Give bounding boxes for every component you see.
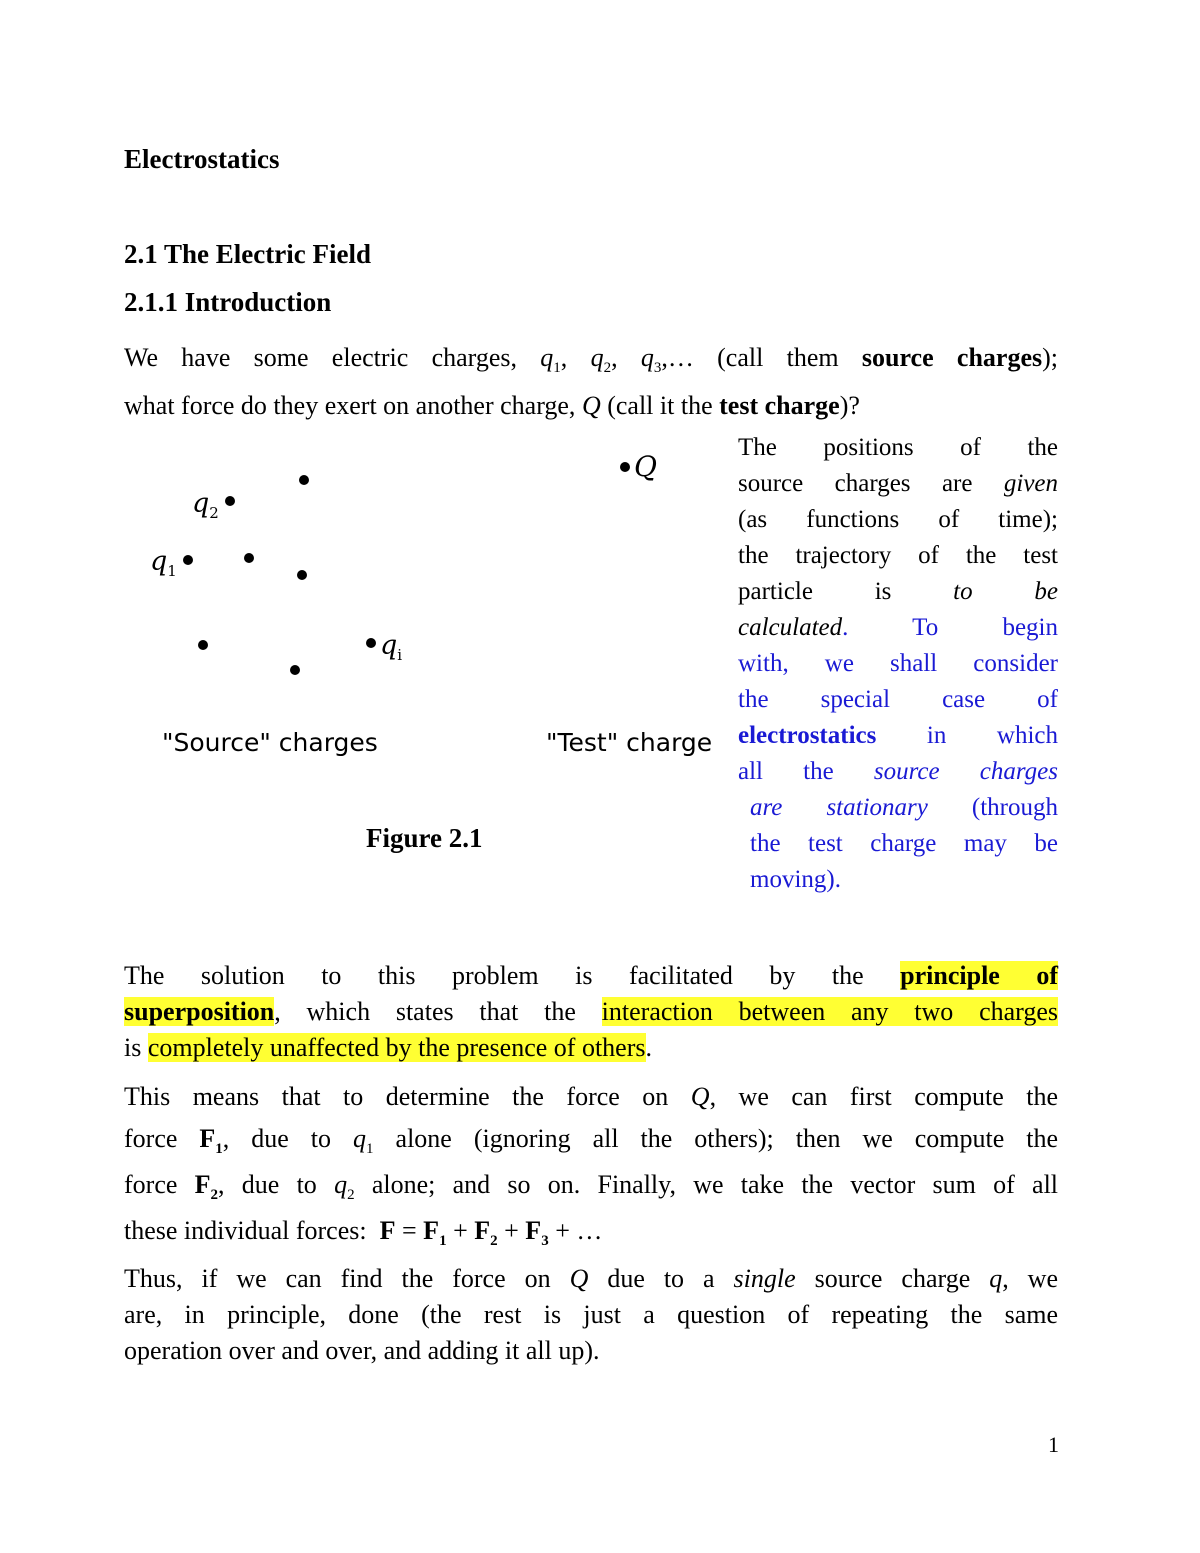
source-charges-term: source charges [861, 343, 1043, 372]
test-charge-term: test charge [719, 391, 840, 420]
side-line: source charges are given [738, 470, 1059, 497]
page-title: Electrostatics [124, 144, 280, 174]
charge-dot [244, 553, 254, 563]
test-charge-symbol: Q [581, 391, 601, 420]
qi-label: $q_i$ [380, 630, 403, 664]
vector-sum-paragraph: This means that to determine the force on Q, we can first compute the force $F_1$, due to $q_1$ alone (ignoring all the others); then we compute the force $F_2$, due to $q_2$ alone; and so on. Finally, we take the vector sum of all these individual forces: $F = F_1 + F_2 + F_3$ + … [124, 1082, 1059, 1249]
subsection-heading: 2.1.1 Introduction [124, 287, 332, 317]
side-line: particle is to be [738, 578, 1058, 605]
side-line: calculated. To begin [738, 614, 1058, 641]
Q-label: Q [634, 450, 657, 483]
intro-paragraph: We have some electric charges, $q_1$, $q_2$, $q_3,\dots$ (call them source charges); what force do they exert on another charge, Q (call it the test charge)? [124, 343, 1058, 420]
section-heading: 2.1 The Electric Field [124, 239, 371, 269]
side-line: electrostatics in which [738, 722, 1058, 749]
test-charge-label: "Test" charge [546, 728, 713, 757]
figure-2-1 [140, 450, 730, 870]
side-line: the trajectory of the test [738, 542, 1058, 569]
side-line: moving). [750, 866, 841, 893]
intro-text: what force do they exert on another charge, [124, 391, 576, 420]
side-line: are stationary (through [750, 794, 1058, 821]
charge-dot [290, 665, 300, 675]
interaction-highlight: interaction between any two charges [601, 997, 1059, 1026]
q1-label: $q_1$ [150, 546, 177, 580]
charge-dot [225, 496, 235, 506]
side-line: the test charge may be [750, 830, 1058, 857]
charge-dot [299, 475, 309, 485]
charge-dot [366, 638, 376, 648]
test-charge-dot [620, 462, 630, 472]
principle-of-highlight: principle of [900, 961, 1058, 990]
charge-dot [297, 570, 307, 580]
source-charges-label: "Source" charges [162, 728, 378, 757]
side-line: The positions of the [738, 434, 1058, 461]
superposition-paragraph: The solution to this problem is facilitated by the principle of superposition, which states that the interaction between any two charges is completely unaffected by the presence of others. [124, 961, 1059, 1062]
q3-symbol: $q_3$ [640, 343, 662, 376]
thus-paragraph: Thus, if we can find the force on Q due to a single source charge q, we are, in principle, done (the rest is just a question of repeating the same operation over and over, and adding it all up). [124, 1264, 1059, 1365]
side-line: all the source charges [738, 758, 1058, 785]
side-line: the special case of [738, 686, 1058, 713]
superposition-highlight: superposition [124, 997, 275, 1026]
unaffected-highlight: completely unaffected by the presence of others [147, 1033, 646, 1062]
charge-dot [198, 640, 208, 650]
force-total: F [379, 1216, 396, 1245]
figure-caption: Figure 2.1 [366, 823, 483, 853]
intro-text: )? [839, 391, 860, 420]
q2-label: $q_2$ [192, 488, 219, 522]
ellipsis: ,… [661, 343, 694, 372]
page-number: 1 [1048, 1432, 1059, 1457]
side-line: with, we shall consider [738, 650, 1058, 677]
q1-symbol: $q_1$ [540, 343, 561, 376]
intro-text: We have some electric charges, [124, 343, 518, 372]
side-paragraph [738, 430, 1058, 898]
force-F1: $F_1$ [199, 1124, 223, 1157]
intro-text: (call it the [607, 391, 713, 420]
charge-dot [183, 555, 193, 565]
force-F2: $F_2$ [194, 1170, 219, 1203]
intro-text: (call them [717, 343, 839, 372]
side-line: (as functions of time); [738, 506, 1058, 533]
intro-text: ); [1042, 343, 1058, 372]
q2-symbol: $q_2$ [590, 343, 612, 376]
